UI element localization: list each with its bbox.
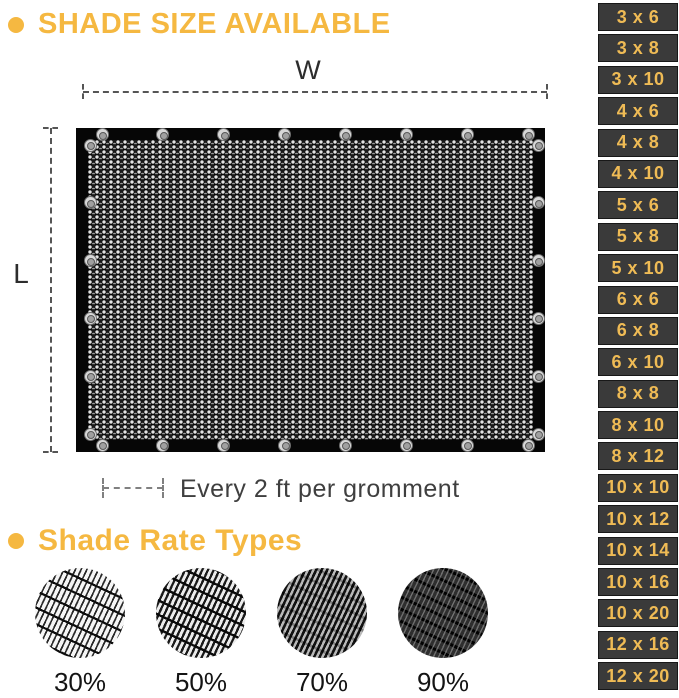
shade-rate-sample: [397, 568, 489, 698]
size-chip: 5 x 10: [598, 254, 678, 282]
grommet-icon: [532, 370, 545, 383]
size-chip: 4 x 8: [598, 129, 678, 157]
shade-rate-sample: [155, 568, 247, 698]
grommet-spacing-tick-left: [102, 478, 104, 498]
size-chip: 10 x 12: [598, 505, 678, 533]
size-chip: 10 x 14: [598, 537, 678, 565]
size-chip: 5 x 8: [598, 223, 678, 251]
grommet-icon: [339, 439, 352, 452]
grommet-icon: [278, 439, 291, 452]
grommet-icon: [400, 439, 413, 452]
size-chip: 12 x 16: [598, 631, 678, 659]
shade-rate-sample: [276, 568, 368, 698]
size-chip: 4 x 10: [598, 160, 678, 188]
grommet-icon: [84, 370, 97, 383]
length-dimension-tick-bottom: [43, 451, 58, 453]
size-chip: 8 x 12: [598, 442, 678, 470]
grommet-icon: [278, 128, 291, 141]
shade-percent-label: 30%: [53, 667, 107, 697]
grommet-icon: [156, 439, 169, 452]
size-chip: 3 x 10: [598, 66, 678, 94]
shade-net-illustration: [76, 128, 545, 452]
length-dimension-label: L: [13, 258, 29, 289]
size-chip: 6 x 6: [598, 286, 678, 314]
size-chip: 8 x 10: [598, 411, 678, 439]
grommet-icon: [532, 312, 545, 325]
grommet-spacing-tick-right: [162, 478, 164, 498]
grommet-icon: [532, 428, 545, 441]
size-chip: 4 x 6: [598, 97, 678, 125]
size-chip: 12 x 20: [598, 662, 678, 690]
grommet-icon: [461, 128, 474, 141]
size-list: [598, 3, 678, 690]
grommet-icon: [532, 139, 545, 152]
size-chip: 5 x 6: [598, 191, 678, 219]
grommet-icon: [84, 196, 97, 209]
width-dimension-tick-right: [546, 84, 548, 99]
grommet-spacing-note: Every 2 ft per gromment: [180, 475, 460, 503]
grommet-icon: [532, 196, 545, 209]
shade-rate-samples: [34, 568, 489, 698]
shade-rate-header: [8, 524, 302, 558]
width-dimension-line: [83, 91, 547, 93]
bullet-icon: [8, 17, 24, 33]
size-available-title: SHADE SIZE AVAILABLE: [38, 8, 391, 40]
grommet-icon: [217, 439, 230, 452]
bullet-icon: [8, 533, 24, 549]
size-chip: 6 x 8: [598, 317, 678, 345]
length-dimension-tick-top: [43, 127, 58, 129]
mesh-sample-icon: [35, 568, 125, 658]
grommet-icon: [532, 254, 545, 267]
size-chip: 10 x 20: [598, 599, 678, 627]
grommet-icon: [217, 128, 230, 141]
mesh-sample-icon: [156, 568, 246, 658]
width-dimension-label: W: [295, 55, 321, 85]
grommet-icon: [84, 312, 97, 325]
width-dimension-tick-left: [82, 84, 84, 99]
shade-percent-label: 70%: [295, 667, 349, 697]
grommet-icon: [522, 439, 535, 452]
grommet-spacing-bracket: [103, 487, 163, 489]
grommet-icon: [96, 128, 109, 141]
shade-percent-label: 90%: [416, 667, 470, 697]
shade-rate-sample: [34, 568, 126, 698]
size-chip: 10 x 10: [598, 474, 678, 502]
mesh-sample-icon: [277, 568, 367, 658]
grommet-icon: [84, 139, 97, 152]
size-chip: 10 x 16: [598, 568, 678, 596]
grommet-icon: [339, 128, 352, 141]
grommet-icon: [461, 439, 474, 452]
size-chip: 3 x 8: [598, 34, 678, 62]
size-chip: 3 x 6: [598, 3, 678, 31]
size-available-header: [8, 8, 391, 41]
size-chip: 8 x 8: [598, 380, 678, 408]
size-chip: 6 x 10: [598, 348, 678, 376]
grommet-icon: [400, 128, 413, 141]
grommet-icon: [156, 128, 169, 141]
length-dimension-line: [50, 128, 52, 452]
mesh-sample-icon: [398, 568, 488, 658]
shade-rate-title: Shade Rate Types: [38, 524, 303, 557]
grommet-layer: [76, 128, 545, 452]
grommet-icon: [84, 428, 97, 441]
grommet-icon: [84, 254, 97, 267]
grommet-icon: [96, 439, 109, 452]
shade-percent-label: 50%: [174, 667, 228, 697]
grommet-icon: [522, 128, 535, 141]
